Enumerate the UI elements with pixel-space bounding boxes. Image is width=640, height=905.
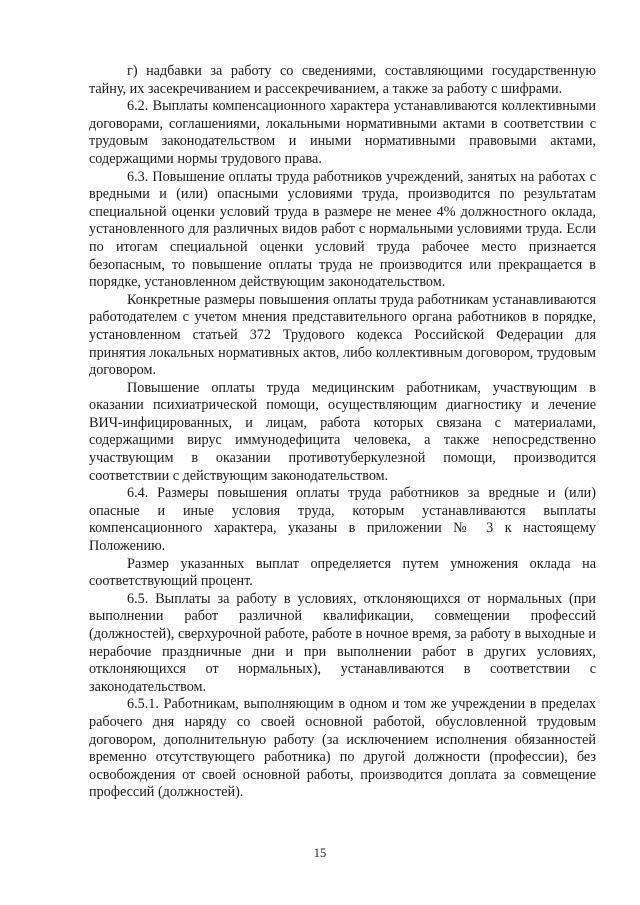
paragraph-6-3: 6.3. Повышение оплаты труда работников учреждений, занятых на работах с вредными и (или) опасными условиями труда, производится по результатам специальной оценки условий труда в размере не менее 4% должностного оклада, установленного для различных видов работ с нормальными условиями труда. Если по итогам специальной оценки условий труда рабочее место признается безопасным, то повышение оплаты труда не производится или прекращается в порядке, установленном действующим законодательством. [89, 168, 596, 291]
page-number: 15 [313, 846, 327, 860]
paragraph-6-3-specific-sizes: Конкретные размеры повышения оплаты труда работникам устанавливаются работодателем с учетом мнения представительного органа работников в порядке, установленном статьей 372 Трудового кодекса Российской Федерации для принятия локальных нормативных актов, либо коллективным договором, трудовым договором. [89, 291, 596, 379]
paragraph-6-1-g: г) надбавки за работу со сведениями, составляющими государственную тайну, их засекречиванием и рассекречиванием, а также за работу с шифрами. [89, 63, 596, 97]
paragraph-6-4: 6.4. Размеры повышения оплаты труда работников за вредные и (или) опасные и иные условия труда, которым устанавливаются выплаты компенсационного характера, указаны в приложении № 3 к настоящему Положению. [89, 485, 596, 555]
paragraph-6-5-1: 6.5.1. Работникам, выполняющим в одном и том же учреждении в пределах рабочего дня наряду со своей основной работой, обусловленной трудовым договором, дополнительную работу (за исключением исполнения обязанностей временно отсутствующего работника) по другой должности (профессии), без освобождения от своей основной работы, производится доплата за совмещение профессий (должностей). [89, 696, 596, 801]
paragraph-6-4-calculation: Размер указанных выплат определяется путем умножения оклада на соответствующий процент. [89, 555, 596, 590]
paragraph-6-2: 6.2. Выплаты компенсационного характера устанавливаются коллективными договорами, соглашениями, локальными нормативными актами в соответствии с трудовым законодательством и иными нормативными правовыми актами, содержащими нормы трудового права. [89, 98, 596, 167]
paragraph-6-5: 6.5. Выплаты за работу в условиях, отклоняющихся от нормальных (при выполнении работ различной квалификации, совмещении профессий (должностей), сверхурочной работе, работе в ночное время, за работу в выходные и нерабочие праздничные дни и при выполнении работ в других условиях, отклоняющихся от нормальных), устанавливаются в соответствии с законодательством. [89, 590, 596, 695]
paragraph-6-3-medical-workers: Повышение оплаты труда медицинским работникам, участвующим в оказании психиатрической помощи, осуществляющим диагностику и лечение ВИЧ-инфицированных, и лицам, работа которых связана с материалами, содержащими вирус иммунодефицита человека, а также непосредственно участвующим в оказании противотуберкулезной помощи, производится соответствии с действующим законодательством. [89, 379, 596, 484]
